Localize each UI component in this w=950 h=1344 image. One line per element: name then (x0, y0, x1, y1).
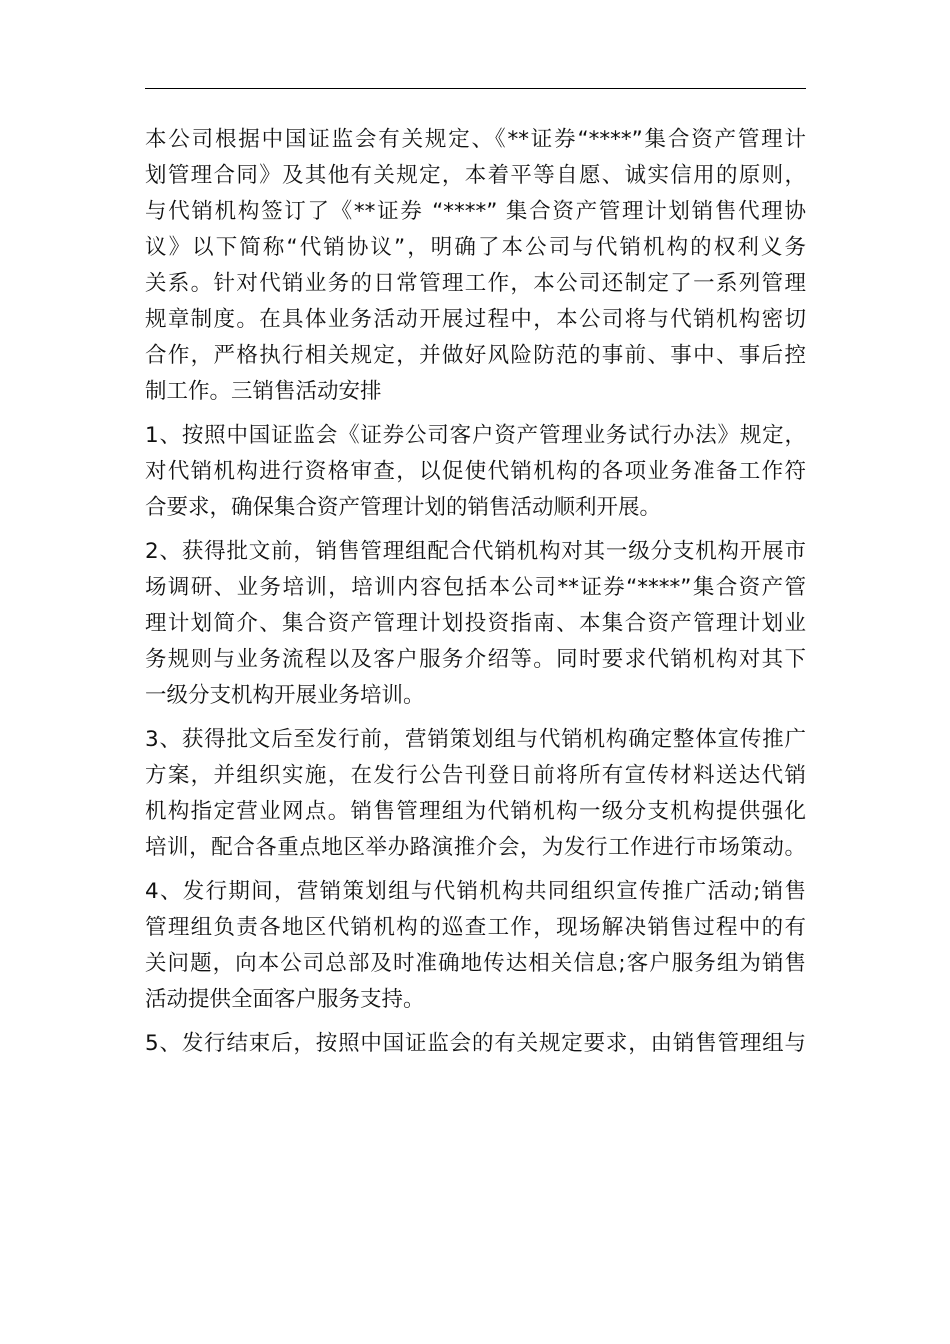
text-line: 务规则与业务流程以及客户服务介绍等。同时要求代销机构对其下 (145, 647, 806, 672)
text-line: 规章制度。在具体业务活动开展过程中，本公司将与代销机构密切 (145, 307, 806, 332)
text-line: 理计划简介、集合资产管理计划投资指南、本集合资产管理计划业 (145, 611, 806, 636)
text-line: 3、获得批文后至发行前，营销策划组与代销机构确定整体宣传推广 (145, 727, 806, 752)
text-line: 本公司根据中国证监会有关规定、《**证券“****”集合资产管理计 (145, 127, 806, 152)
text-line: 议》以下简称“代销协议”，明确了本公司与代销机构的权利义务 (145, 235, 806, 260)
text-line: 管理组负责各地区代销机构的巡查工作，现场解决销售过程中的有 (145, 915, 806, 940)
text-line: 活动提供全面客户服务支持。 (145, 987, 425, 1012)
text-line: 2、获得批文前，销售管理组配合代销机构对其一级分支机构开展市 (145, 539, 806, 564)
text-line: 对代销机构进行资格审查，以促使代销机构的各项业务准备工作符 (145, 459, 806, 484)
text-line: 场调研、业务培训，培训内容包括本公司**证券“****”集合资产管 (145, 575, 806, 600)
paragraph-item-1 (145, 418, 806, 526)
text-line: 5、发行结束后，按照中国证监会的有关规定要求，由销售管理组与 (145, 1031, 806, 1056)
text-line: 方案，并组织实施，在发行公告刊登日前将所有宣传材料送达代销 (145, 763, 806, 788)
paragraph-item-2 (145, 534, 806, 714)
text-line: 一级分支机构开展业务培训。 (145, 683, 425, 708)
text-line: 4、发行期间，营销策划组与代销机构共同组织宣传推广活动;销售 (145, 879, 806, 904)
paragraph-item-3 (145, 722, 806, 866)
text-line: 关系。针对代销业务的日常管理工作，本公司还制定了一系列管理 (145, 271, 806, 296)
text-line: 合要求，确保集合资产管理计划的销售活动顺利开展。 (145, 495, 662, 520)
paragraph-item-5 (145, 1026, 806, 1062)
text-line: 1、按照中国证监会《证券公司客户资产管理业务试行办法》规定， (145, 423, 806, 448)
document-body (145, 122, 806, 1070)
text-line: 划管理合同》及其他有关规定，本着平等自愿、诚实信用的原则， (145, 163, 806, 188)
paragraph-intro (145, 122, 806, 410)
text-line: 合作，严格执行相关规定，并做好风险防范的事前、事中、事后控 (145, 343, 806, 368)
paragraph-item-4 (145, 874, 806, 1018)
text-line: 机构指定营业网点。销售管理组为代销机构一级分支机构提供强化 (145, 799, 806, 824)
text-line: 与代销机构签订了《**证券 “****” 集合资产管理计划销售代理协 (145, 199, 806, 224)
text-line: 关问题，向本公司总部及时准确地传达相关信息;客户服务组为销售 (145, 951, 806, 976)
text-line: 培训，配合各重点地区举办路演推介会，为发行工作进行市场策动。 (145, 835, 806, 860)
text-line: 制工作。三销售活动安排 (145, 379, 382, 404)
header-rule (145, 88, 806, 89)
